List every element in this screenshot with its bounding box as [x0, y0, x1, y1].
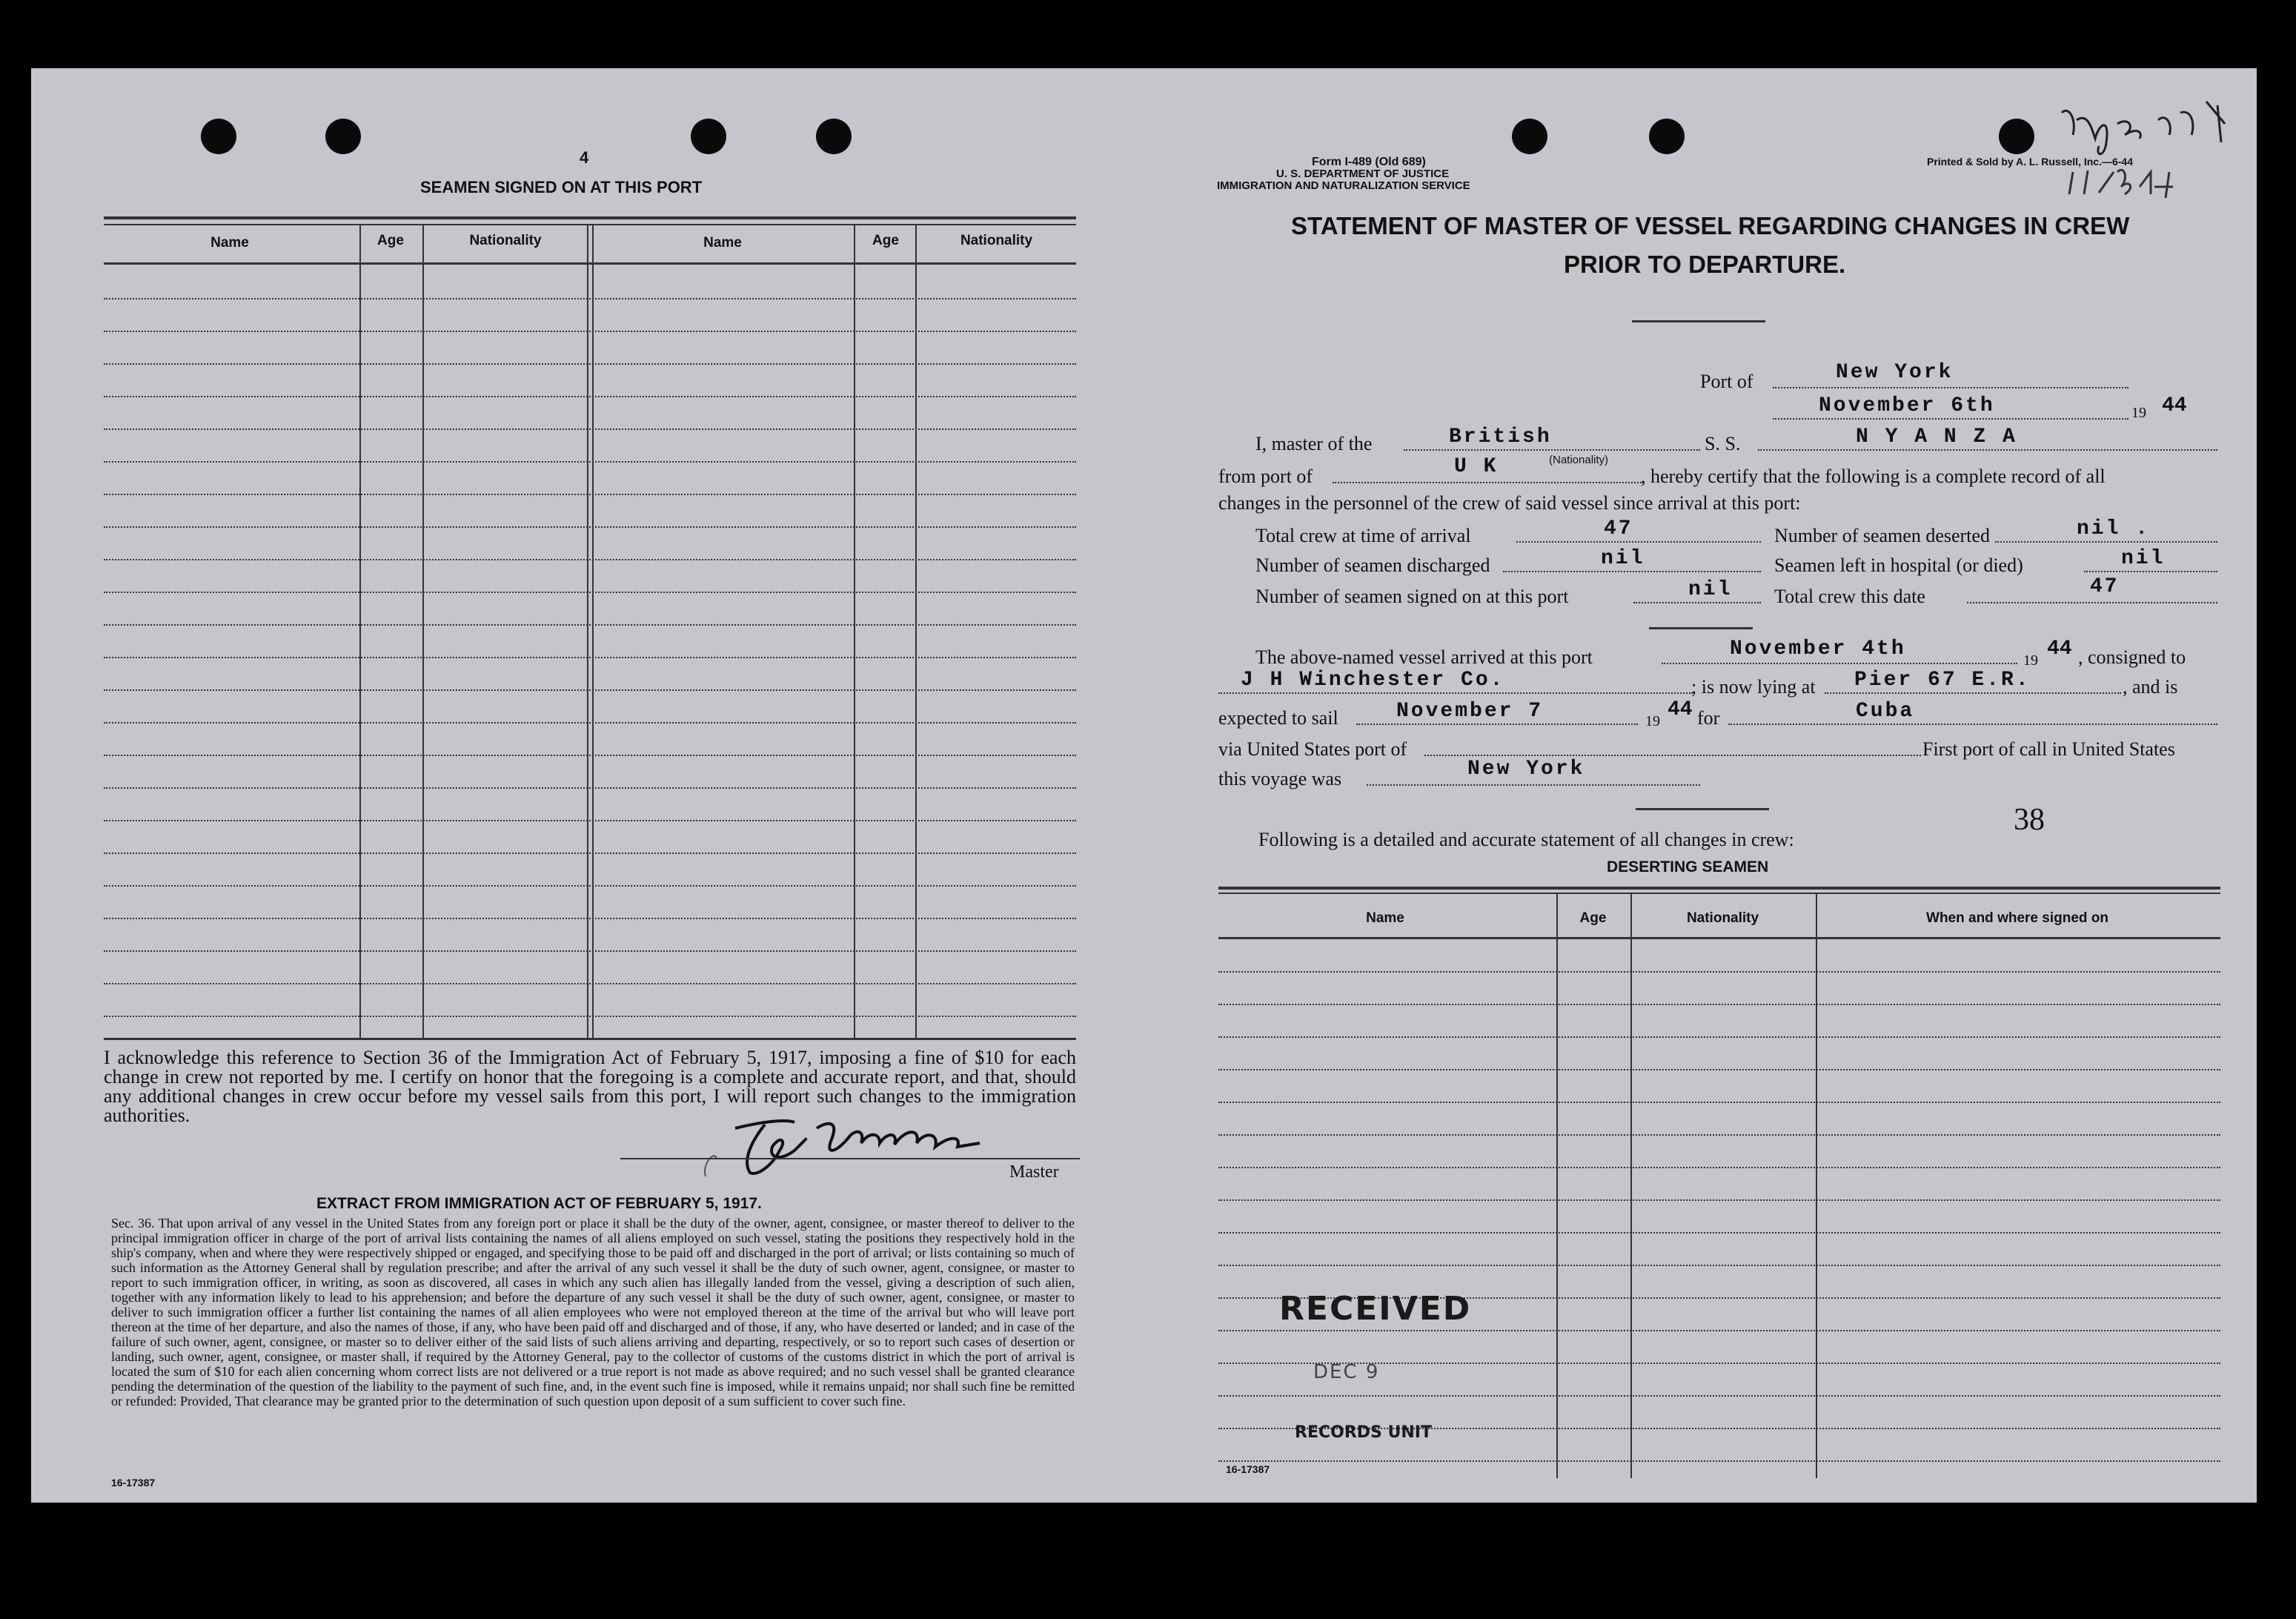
- from-port-value: U K: [1454, 455, 1499, 478]
- table-row: [104, 559, 1076, 560]
- table-row: [104, 494, 1076, 495]
- table-row: [1218, 1134, 2220, 1136]
- printer-credit: Printed & Sold by A. L. Russell, Inc.—6-44: [1927, 156, 2133, 168]
- expected-label: expected to sail: [1218, 707, 1338, 729]
- date-value: November 6th: [1819, 394, 1995, 417]
- deserting-title: DESERTING SEAMEN: [1607, 858, 1769, 875]
- table-row: [104, 1016, 1076, 1017]
- left-table-title: SEAMEN SIGNED ON AT THIS PORT: [420, 178, 703, 196]
- column-header: Age: [377, 233, 404, 248]
- handwritten-annotation: [2054, 83, 2254, 231]
- left-form-code: 16-17387: [111, 1477, 156, 1489]
- destination-value: Cuba: [1856, 700, 1915, 723]
- table-row: [1218, 1265, 2220, 1266]
- table-row: [1218, 1069, 2220, 1070]
- stamp-unit: RECORDS UNIT: [1295, 1423, 1432, 1442]
- service: IMMIGRATION AND NATURALIZATION SERVICE: [1217, 179, 1470, 192]
- document-sheet: [31, 68, 2257, 1503]
- signed-on-label: Number of seamen signed on at this port: [1255, 586, 1569, 607]
- table-row: [104, 526, 1076, 528]
- table-row: [104, 592, 1076, 593]
- for-label: for: [1697, 707, 1720, 729]
- certify-text-2: changes in the personnel of the crew of said vessel since arrival at this port:: [1218, 492, 1801, 514]
- table-row: [1218, 1395, 2220, 1397]
- table-row: [104, 428, 1076, 430]
- department: U. S. DEPARTMENT OF JUSTICE: [1276, 168, 1450, 180]
- via-label: via United States port of: [1218, 738, 1407, 760]
- table-row: [1218, 1036, 2220, 1038]
- punch-hole: [1999, 119, 2034, 154]
- received-stamp: RECEIVED: [1279, 1290, 1472, 1328]
- table-row: [104, 689, 1076, 691]
- total-arrival-value: 47: [1604, 517, 1633, 540]
- punch-hole: [1512, 119, 1547, 154]
- right-form-code: 16-17387: [1226, 1463, 1270, 1475]
- hospital-value: nil: [2121, 547, 2166, 570]
- stamp-date: DEC 9: [1313, 1361, 1380, 1383]
- table-row: [104, 787, 1076, 789]
- lying-value: Pier 67 E.R.: [1854, 669, 2031, 692]
- certify-text: , hereby certify that the following is a complete record of all: [1641, 466, 2106, 487]
- table-row: [104, 624, 1076, 626]
- signed-on-value: nil: [1688, 578, 1733, 601]
- column-header: Age: [1579, 910, 1607, 926]
- from-port-label: from port of: [1218, 466, 1313, 487]
- discharged-label: Number of seamen discharged: [1255, 554, 1490, 576]
- table-row: [104, 852, 1076, 854]
- arrived-year-prefix: 19: [2023, 652, 2038, 669]
- table-row: [104, 755, 1076, 756]
- table-row: [1218, 971, 2220, 973]
- port-label: Port of: [1700, 371, 1753, 392]
- nationality-caption: (Nationality): [1549, 454, 1609, 466]
- lying-label: ; is now lying at: [1691, 676, 1816, 698]
- punch-hole: [816, 119, 852, 154]
- expected-value: November 7: [1396, 700, 1544, 723]
- page-number: 4: [580, 148, 589, 167]
- master-of-label: I, master of the: [1255, 433, 1373, 454]
- discharged-value: nil: [1601, 547, 1645, 570]
- deserted-value: nil .: [2077, 517, 2151, 540]
- column-header: Name: [1366, 910, 1404, 926]
- total-date-label: Total crew this date: [1774, 586, 1925, 607]
- table-row: [1218, 1232, 2220, 1234]
- table-row: [104, 820, 1076, 821]
- expected-year-prefix: 19: [1645, 713, 1660, 729]
- year-prefix: 19: [2131, 405, 2146, 421]
- table-row: [1218, 1199, 2220, 1201]
- total-arrival-label: Total crew at time of arrival: [1255, 525, 1471, 546]
- nationality-value: British: [1449, 426, 1552, 448]
- port-value: New York: [1836, 361, 1954, 384]
- arrived-label: The above-named vessel arrived at this port: [1255, 646, 1593, 668]
- table-row: [104, 950, 1076, 952]
- table-row: [104, 657, 1076, 658]
- punch-hole: [1649, 119, 1685, 154]
- table-row: [1218, 1004, 2220, 1005]
- table-row: [104, 918, 1076, 919]
- extract-text: Sec. 36. That upon arrival of any vessel in the United States from any foreign port or place it shall be the duty of the owner, agent, consignee, or master thereof to deliver to the principal immigration officer in charge of the port of arrival lists containing the names of all aliens employed on such vessel, stating the positions they respectively hold in the ship's company, when and where they were respectively shipped or engaged, and specifying those to be paid off and discharged in the port of arrival; or lists containing so much of such information as the Attorney General shall by regulation prescribe; and after the arrival of any such vessel it shall be the duty of such owner, agent, consignee, or master to report to such immigration officer, in writing, as soon as discovered, all cases in which any such alien has illegally landed from the vessel, giving a description of such alien, together with any information likely to lead to his apprehension; and before the departure of any such vessel it shall be the duty of such owner, agent, consignee, or master to deliver to such immigration officer a further list containing the names of all alien employees who were not employed thereon at the time of the arrival but who will leave port thereon at the time of her departure, and also the names of those, if any, who have been paid off and discharged and of those, if any, who have deserted or landed; and in case of the failure of such owner, agent, consignee, or master so to deliver either of the said lists of such aliens arriving and departing, respectively, or so to report such cases of desertion or landing, such owner, agent, consignee, or master shall, if required by the Attorney General, pay to the collector of customs of the customs district in which the port of arrival is located the sum of $10 for each alien concerning whom correct lists are not delivered or a true report is not made as above required; and no such vessel shall be granted clearance pending the determination of the question of the liability to the payment of such fine, and, in the event such fine is imposed, while it remains unpaid; nor shall such fine be remitted or refunded: Provided, That clearance may be granted prior to the determination of such question upon deposit of a sum sufficient to cover such fine.: [111, 1216, 1075, 1408]
- table-row: [104, 722, 1076, 724]
- table-row: [104, 461, 1076, 463]
- voyage-label: this voyage was: [1218, 768, 1342, 789]
- column-header: Age: [872, 233, 899, 248]
- ss-label: S. S.: [1705, 433, 1741, 454]
- table-row: [104, 885, 1076, 887]
- table-row: [104, 331, 1076, 332]
- arrived-value: November 4th: [1730, 638, 1906, 660]
- deserted-label: Number of seamen deserted: [1774, 525, 1990, 546]
- extract-title: EXTRACT FROM IMMIGRATION ACT OF FEBRUARY 5, 1917.: [316, 1195, 762, 1212]
- column-header: Name: [210, 235, 249, 251]
- acknowledgement-text: I acknowledge this reference to Section 36 of the Immigration Act of February 5, 1917, imposing a fine of $10 for each change in crew not reported by me. I certify on honor that the foregoing is a complete and accurate report, and that, should any additional changes in crew occur before my vessel sails from this port, I will report such changes to the immigration authorities.: [104, 1047, 1076, 1126]
- table-row: [104, 298, 1076, 299]
- form-title-line2: PRIOR TO DEPARTURE.: [1564, 251, 1846, 278]
- table-row: [1218, 1167, 2220, 1168]
- arrived-year: 44: [2047, 638, 2072, 660]
- table-row: [104, 396, 1076, 397]
- expected-year: 44: [1668, 698, 1693, 721]
- year-value: 44: [2162, 394, 2187, 417]
- handwritten-number: 38: [2014, 803, 2045, 837]
- column-header: When and where signed on: [1926, 910, 2108, 926]
- form-number: Form I-489 (Old 689): [1312, 156, 1426, 168]
- voyage-value: New York: [1467, 758, 1585, 781]
- first-port-label: First port of call in United States: [1922, 738, 2175, 760]
- table-row: [1218, 1102, 2220, 1103]
- table-row: [104, 983, 1076, 984]
- consigned-label: , consigned to: [2078, 646, 2186, 668]
- hospital-label: Seamen left in hospital (or died): [1774, 554, 2023, 576]
- table-row: [1218, 1460, 2220, 1462]
- consignee-value: J H Winchester Co.: [1241, 669, 1505, 692]
- form-title-line1: STATEMENT OF MASTER OF VESSEL REGARDING CHANGES IN CREW: [1291, 212, 2130, 239]
- punch-hole: [325, 119, 361, 154]
- and-is-label: , and is: [2123, 676, 2178, 698]
- table-row: [1218, 1330, 2220, 1331]
- following-text: Following is a detailed and accurate statement of all changes in crew:: [1258, 829, 1794, 850]
- vessel-name: N Y A N Z A: [1856, 426, 2017, 448]
- column-header: Nationality: [469, 233, 542, 248]
- punch-hole: [201, 119, 236, 154]
- punch-hole: [691, 119, 726, 154]
- column-header: Nationality: [960, 233, 1033, 248]
- table-row: [104, 363, 1076, 365]
- total-date-value: 47: [2090, 575, 2120, 598]
- column-header: Nationality: [1686, 910, 1759, 926]
- master-label: Master: [1009, 1162, 1059, 1182]
- column-header: Name: [703, 235, 742, 251]
